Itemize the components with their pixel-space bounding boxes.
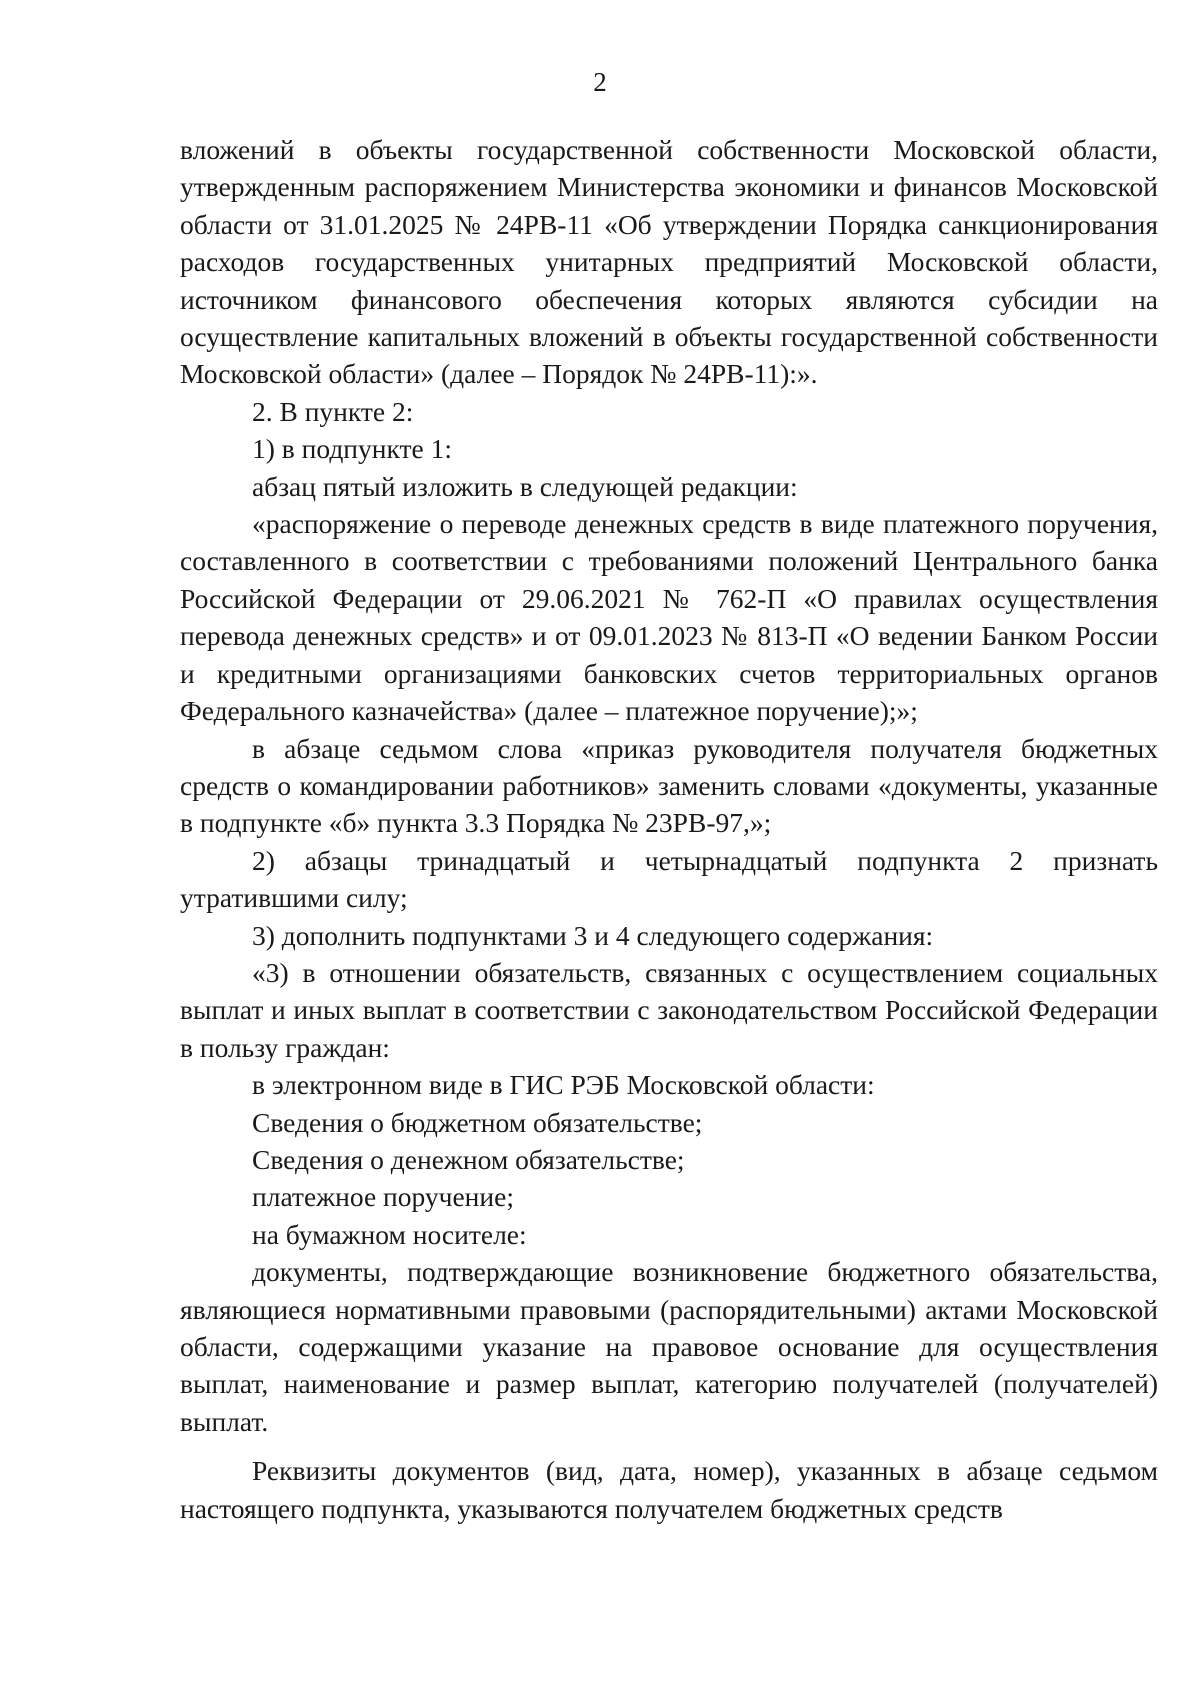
paragraph-subpoint-1: 1) в подпункте 1: — [252, 433, 452, 465]
paragraph-continuation: вложений в объекты государственной собственности Московской области, утвержденным распоряжением Министерства экономики и финансов Московской области от 31.01.2025 № 24РВ-11 «Об утверждении Порядка санкционирования расходов государственных унитарных предприятий Московской области, источником финансового обеспечения которых являются субсидии на осуществление капитальных вложений в объекты государственной собственности Московской области» (далее – Порядок № 24РВ-11):». — [180, 134, 1158, 390]
paragraph-quote-3: «3) в отношении обязательств, связанных с осуществлением социальных выплат и иных выплат в соответствии с законодательством Российской Федерации в пользу граждан: — [180, 956, 1158, 1063]
paragraph-subpoint-3: 3) дополнить подпунктами 3 и 4 следующего содержания: — [252, 919, 934, 951]
paragraph-point-2: 2. В пункте 2: — [252, 395, 414, 427]
paragraph-subpoint-2: 2) абзацы тринадцатый и четырнадцатый подпункта 2 признать утратившими силу; — [180, 844, 1158, 914]
document-body — [180, 131, 1158, 1527]
paragraph-instruction: абзац пятый изложить в следующей редакции: — [252, 470, 798, 502]
paragraph-budget-obligation: Сведения о бюджетном обязательстве; — [252, 1106, 703, 1138]
paragraph-electronic: в электронном виде в ГИС РЭБ Московской области: — [252, 1069, 875, 1101]
page-number: 2 — [593, 67, 607, 97]
paragraph-documents: документы, подтверждающие возникновение бюджетного обязательства, являющиеся нормативными правовыми (распорядительными) актами Московской области, содержащими указание на правовое основание для осуществления выплат, наименование и размер выплат, категорию получателей (получателей) выплат. — [180, 1256, 1158, 1437]
paragraph-paper: на бумажном носителе: — [252, 1218, 527, 1250]
paragraph-seventh-abzac: в абзаце седьмом слова «приказ руководителя получателя бюджетных средств о командировании работников» заменить словами «документы, указанные в подпункте «б» пункта 3.3 Порядка № 23РВ-97,»; — [180, 732, 1158, 839]
paragraph-monetary-obligation: Сведения о денежном обязательстве; — [252, 1143, 685, 1175]
paragraph-payment-order: платежное поручение; — [252, 1181, 514, 1213]
paragraph-requisites: Реквизиты документов (вид, дата, номер), указанных в абзаце седьмом настоящего подпункта, указываются получателем бюджетных средств — [180, 1455, 1158, 1524]
paragraph-quote-order: «распоряжение о переводе денежных средств в виде платежного поручения, составленного в соответствии с требованиями положений Центрального банка Российской Федерации от 29.06.2021 № 762-П «О правилах осуществления перевода денежных средств» и от 09.01.2023 № 813-П «О ведении Банком России и кредитными организациями банковских счетов территориальных органов Федерального казначейства» (далее – платежное поручение);»; — [180, 508, 1158, 727]
